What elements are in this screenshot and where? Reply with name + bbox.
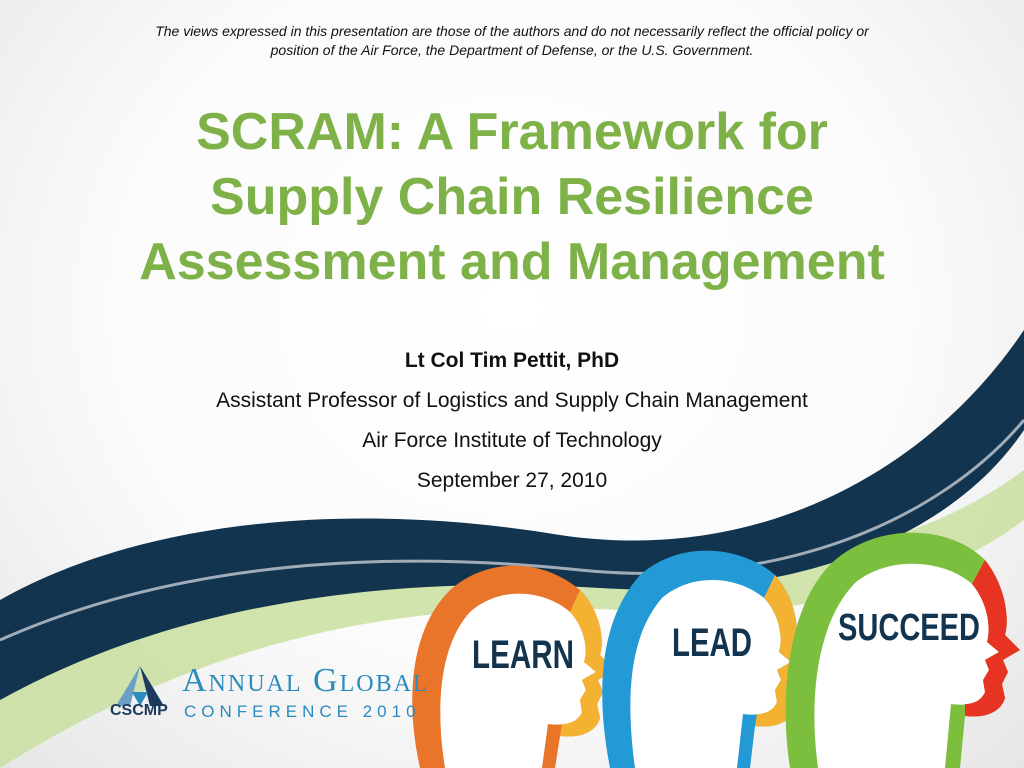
title-line-3: Assessment and Management xyxy=(139,233,885,291)
lead-head-face xyxy=(630,580,791,768)
succeed-label: SUCCEED xyxy=(838,607,980,649)
title-line-1: SCRAM: A Framework for xyxy=(196,103,828,161)
title-line-2: Supply Chain Resilience xyxy=(210,168,814,226)
logo-event: Annual Global xyxy=(182,662,430,699)
disclaimer-line-2: position of the Air Force, the Department of Defense, or the U.S. Government. xyxy=(270,42,754,58)
logo-org: CSCMP xyxy=(110,702,168,719)
lead-head xyxy=(602,551,810,768)
logo-subtitle: CONFERENCE 2010 xyxy=(184,702,421,721)
presentation-date: September 27, 2010 xyxy=(416,469,608,492)
presenter-name: Lt Col Tim Pettit, PhD xyxy=(404,349,620,372)
presenter-institution: Air Force Institute of Technology xyxy=(362,429,662,452)
presenter-role: Assistant Professor of Logistics and Supply Chain Management xyxy=(216,389,808,412)
succeed-head xyxy=(786,533,1020,768)
learn-head xyxy=(412,566,615,768)
learn-label: LEARN xyxy=(472,633,574,677)
disclaimer-line-1: The views expressed in this presentation are those of the authors and do not necessarily reflect the official policy or xyxy=(155,23,869,39)
lead-label: LEAD xyxy=(672,621,752,665)
cscmp-conference-logo xyxy=(110,660,440,730)
